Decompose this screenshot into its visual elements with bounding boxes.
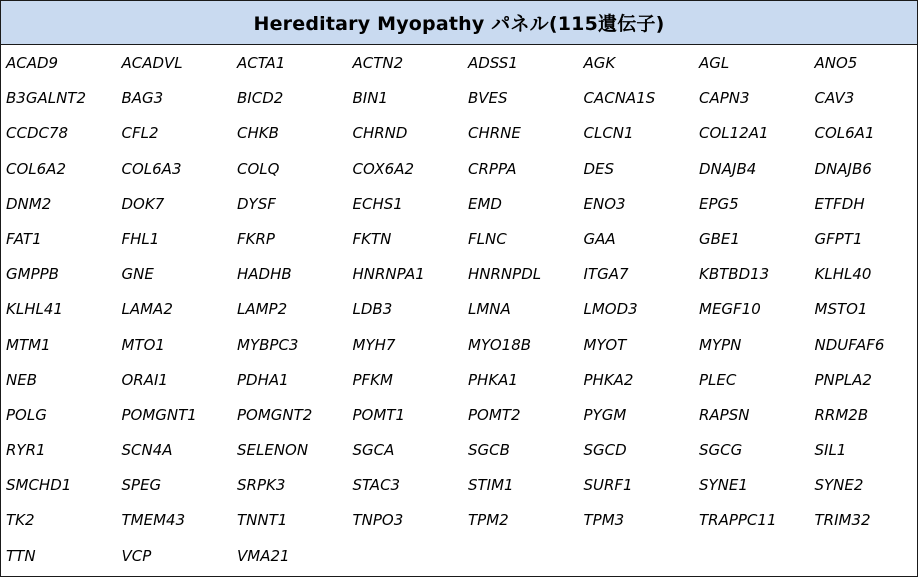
gene-cell: BICD2	[237, 89, 284, 108]
gene-cell: FAT1	[6, 229, 42, 248]
gene-cell: CAPN3	[699, 89, 750, 108]
gene-cell: TMEM43	[121, 511, 186, 530]
gene-cell: SMCHD1	[6, 476, 72, 495]
gene-cell: PHKA1	[468, 370, 518, 389]
gene-cell: B3GALNT2	[6, 89, 87, 108]
gene-cell: LMNA	[468, 300, 511, 319]
gene-cell: LMOD3	[583, 300, 638, 319]
gene-cell: PYGM	[583, 405, 627, 424]
gene-cell: MTO1	[121, 335, 165, 354]
gene-cell: CHRND	[352, 124, 408, 143]
gene-cell: POMGNT2	[237, 405, 313, 424]
gene-cell: LAMP2	[237, 300, 288, 319]
gene-cell: PHKA2	[583, 370, 634, 389]
gene-cell: SGCD	[583, 441, 627, 460]
gene-cell: PLEC	[699, 370, 737, 389]
gene-cell: FKTN	[352, 229, 392, 248]
gene-cell: TRIM32	[814, 511, 871, 530]
gene-cell: DES	[583, 159, 615, 178]
gene-cell: POMT2	[468, 405, 521, 424]
gene-cell: COX6A2	[352, 159, 415, 178]
gene-cell: ETFDH	[814, 194, 865, 213]
gene-cell: LDB3	[352, 300, 393, 319]
gene-cell: CAV3	[814, 89, 855, 108]
gene-cell: FLNC	[468, 229, 507, 248]
gene-cell: MYO18B	[468, 335, 532, 354]
gene-cell: COL6A2	[6, 159, 66, 178]
gene-cell: NEB	[6, 370, 37, 389]
gene-cell: RAPSN	[699, 405, 750, 424]
gene-cell: RRM2B	[814, 405, 869, 424]
gene-cell: ACTA1	[237, 54, 286, 72]
gene-cell: KBTBD13	[699, 265, 770, 284]
gene-cell: MYPN	[699, 335, 742, 354]
gene-cell: POMGNT1	[121, 405, 197, 424]
gene-cell: FKRP	[237, 229, 275, 248]
gene-cell: SYNE2	[814, 476, 864, 495]
gene-cell: GAA	[583, 229, 616, 248]
gene-cell: TPM3	[583, 511, 625, 530]
gene-cell: ACAD9	[6, 54, 59, 72]
gene-cell: ITGA7	[583, 265, 629, 284]
gene-cell: CCDC78	[6, 124, 69, 143]
gene-cell: CHRNE	[468, 124, 521, 143]
gene-cell: ORAI1	[121, 370, 168, 389]
gene-cell: PDHA1	[237, 370, 289, 389]
gene-cell: AGK	[583, 54, 616, 72]
gene-cell: SGCA	[352, 441, 395, 460]
gene-cell: TNNT1	[237, 511, 288, 530]
gene-cell: SGCB	[468, 441, 510, 460]
gene-cell: EMD	[468, 194, 502, 213]
gene-cell: VMA21	[237, 546, 290, 565]
gene-cell: COL12A1	[699, 124, 769, 143]
gene-cell: MYOT	[583, 335, 627, 354]
gene-cell: GFPT1	[814, 229, 863, 248]
gene-cell: GNE	[121, 265, 154, 284]
gene-cell: DNAJB4	[699, 159, 757, 178]
gene-cell: ENO3	[583, 194, 626, 213]
gene-cell: DYSF	[237, 194, 276, 213]
gene-cell: CHKB	[237, 124, 279, 143]
gene-cell: TPM2	[468, 511, 509, 530]
gene-cell: SIL1	[814, 441, 847, 460]
gene-cell: LAMA2	[121, 300, 173, 319]
gene-cell: CLCN1	[583, 124, 634, 143]
gene-cell: POLG	[6, 405, 47, 424]
gene-cell: SCN4A	[121, 441, 173, 460]
gene-cell: DOK7	[121, 194, 165, 213]
gene-cell: CFL2	[121, 124, 159, 143]
gene-cell: BIN1	[352, 89, 388, 108]
gene-cell: MYBPC3	[237, 335, 299, 354]
gene-cell: CACNA1S	[583, 89, 656, 108]
gene-cell: ACADVL	[121, 54, 183, 72]
gene-cell: BAG3	[121, 89, 164, 108]
gene-cell: GMPPB	[6, 265, 59, 284]
gene-cell: KLHL41	[6, 300, 63, 319]
gene-cell: EPG5	[699, 194, 739, 213]
gene-cell: TNPO3	[352, 511, 404, 530]
gene-cell: NDUFAF6	[814, 335, 885, 354]
gene-cell: SPEG	[121, 476, 162, 495]
panel-title: Hereditary Myopathy パネル(115遺伝子)	[1, 1, 917, 45]
gene-cell: SELENON	[237, 441, 309, 460]
gene-cell: STIM1	[468, 476, 514, 495]
gene-cell: SRPK3	[237, 476, 286, 495]
gene-cell: DNM2	[6, 194, 52, 213]
gene-cell: SGCG	[699, 441, 743, 460]
gene-cell: HNRNPA1	[352, 265, 425, 284]
gene-cell: TRAPPC11	[699, 511, 777, 530]
gene-cell: BVES	[468, 89, 508, 108]
gene-cell: TK2	[6, 511, 35, 530]
gene-cell: HADHB	[237, 265, 292, 284]
gene-cell: CRPPA	[468, 159, 517, 178]
gene-cell: ADSS1	[468, 54, 518, 72]
gene-cell: PNPLA2	[814, 370, 872, 389]
gene-cell: ACTN2	[352, 54, 404, 72]
gene-cell: HNRNPDL	[468, 265, 542, 284]
gene-cell: SURF1	[583, 476, 633, 495]
gene-cell: FHL1	[121, 229, 160, 248]
gene-cell: MEGF10	[699, 300, 761, 319]
gene-cell: PFKM	[352, 370, 393, 389]
gene-cell: KLHL40	[814, 265, 872, 284]
gene-cell: STAC3	[352, 476, 401, 495]
gene-cell: RYR1	[6, 441, 46, 460]
gene-cell: COL6A1	[814, 124, 875, 143]
gene-cell: MTM1	[6, 335, 51, 354]
gene-cell: ANO5	[814, 54, 858, 72]
gene-cell: VCP	[121, 546, 152, 565]
gene-cell: COL6A3	[121, 159, 182, 178]
gene-cell: TTN	[6, 546, 36, 565]
gene-grid	[1, 45, 917, 574]
gene-cell: POMT1	[352, 405, 405, 424]
gene-cell: GBE1	[699, 229, 740, 248]
gene-cell: MYH7	[352, 335, 396, 354]
gene-cell: DNAJB6	[814, 159, 872, 178]
gene-cell: AGL	[699, 54, 730, 72]
gene-cell: MSTO1	[814, 300, 868, 319]
gene-cell: SYNE1	[699, 476, 748, 495]
gene-cell: ECHS1	[352, 194, 403, 213]
gene-cell: COLQ	[237, 159, 280, 178]
